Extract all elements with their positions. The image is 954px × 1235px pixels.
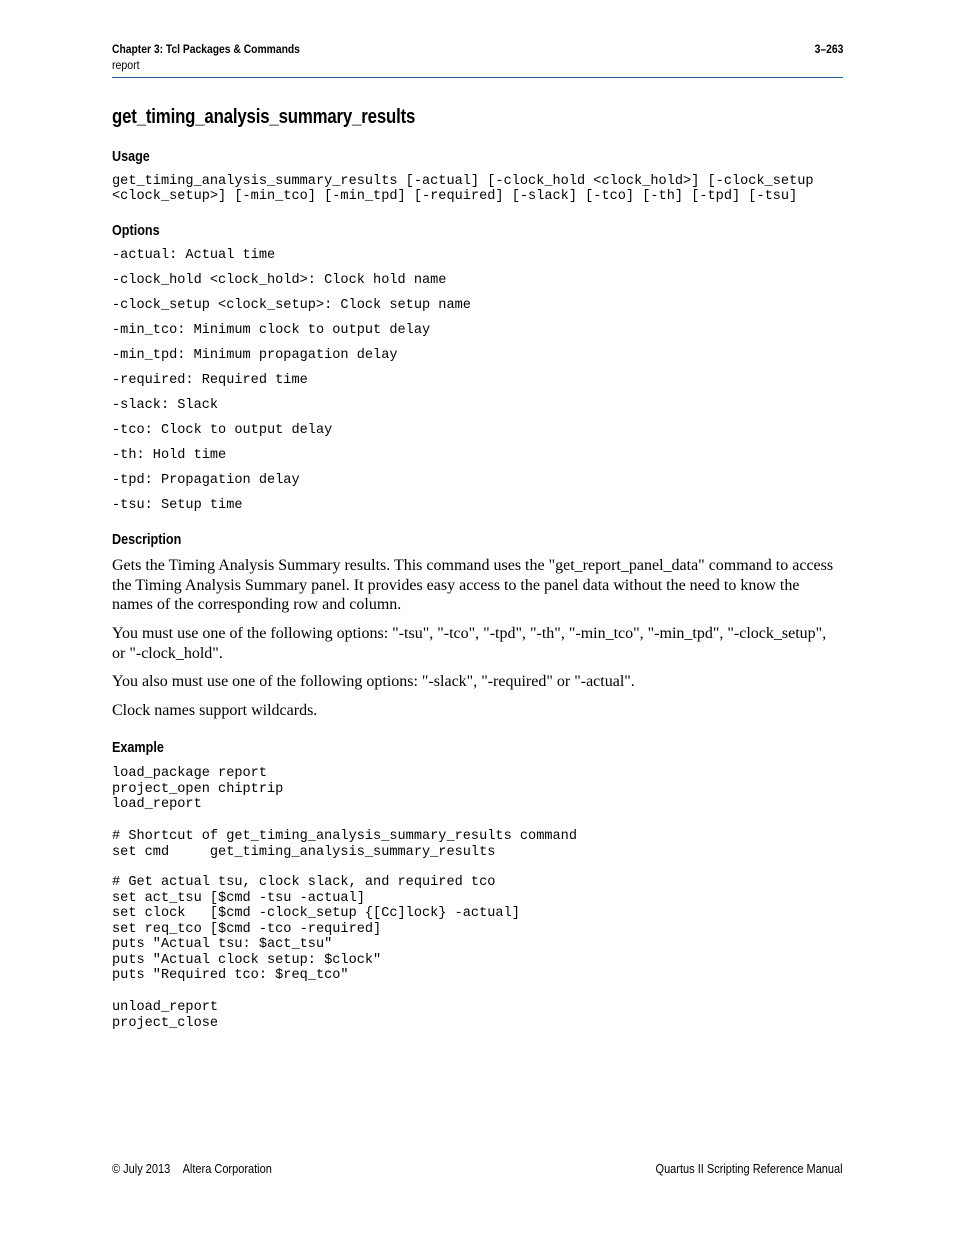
page-title: get_timing_analysis_summary_results xyxy=(112,106,416,128)
usage-line-2: <clock_setup>] [-min_tco] [-min_tpd] [-required] [-slack] [-tco] [-th] [-tpd] [-tsu] xyxy=(112,189,798,204)
usage-line-1: get_timing_analysis_summary_results [-actual] [-clock_hold <clock_hold>] [-clock_setup xyxy=(112,174,814,189)
footer-manual-title: Quartus II Scripting Reference Manual xyxy=(655,1162,843,1176)
chapter-title: Chapter 3: Tcl Packages & Commands xyxy=(112,42,300,56)
code-block: unload_report project_close xyxy=(112,1000,219,1031)
code-block: # Get actual tsu, clock slack, and required tco set act_tsu [$cmd -tsu -actual] set clock [$cmd -clock_setup {[Cc]lock} -actual] set req_tco [$cmd -tco -required] puts "Actual tsu: $act_tsu" puts "Actual clock setup: $clock" puts "Required tco: $req_tco" xyxy=(112,875,520,983)
option-item: -slack: Slack xyxy=(112,398,219,413)
usage-heading: Usage xyxy=(112,148,150,165)
option-item: -tco: Clock to output delay xyxy=(112,423,333,438)
footer-company: Altera Corporation xyxy=(182,1162,272,1176)
description-paragraph: Clock names support wildcards. xyxy=(112,702,318,719)
option-item: -th: Hold time xyxy=(112,448,227,463)
description-heading: Description xyxy=(112,531,182,548)
option-item: -min_tpd: Minimum propagation delay xyxy=(112,348,398,363)
code-block: # Shortcut of get_timing_analysis_summary_results command set cmd get_timing_analysis_summary_results xyxy=(112,829,577,860)
code-block: load_package report project_open chiptrip load_report xyxy=(112,766,284,812)
option-item: -actual: Actual time xyxy=(112,248,276,263)
option-item: -min_tco: Minimum clock to output delay xyxy=(112,323,431,338)
example-heading: Example xyxy=(112,739,164,756)
description-paragraph: You must use one of the following options: "-tsu", "-tco", "-tpd", "-th", "-min_tco", "-min_tpd", "-clock_setup", or "-clock_hold". xyxy=(112,625,827,662)
option-item: -clock_setup <clock_setup>: Clock setup name xyxy=(112,298,471,313)
description-paragraph: Gets the Timing Analysis Summary results. This command uses the "get_report_panel_data" command to access the Timing Analysis Summary panel. It provides easy access to the panel data without the need to know the names of the corresponding row and column. xyxy=(112,557,834,613)
option-item: -required: Required time xyxy=(112,373,308,388)
footer-copyright xyxy=(112,1162,272,1176)
section-name: report xyxy=(112,58,140,72)
page-number: 3–263 xyxy=(814,42,843,56)
option-item: -clock_hold <clock_hold>: Clock hold name xyxy=(112,273,447,288)
footer-date: © July 2013 xyxy=(112,1162,171,1176)
description-paragraph: You also must use one of the following options: "-slack", "-required" or "-actual". xyxy=(112,673,635,690)
option-item: -tsu: Setup time xyxy=(112,498,243,513)
option-item: -tpd: Propagation delay xyxy=(112,473,300,488)
header-rule xyxy=(112,77,843,78)
options-heading: Options xyxy=(112,222,160,239)
